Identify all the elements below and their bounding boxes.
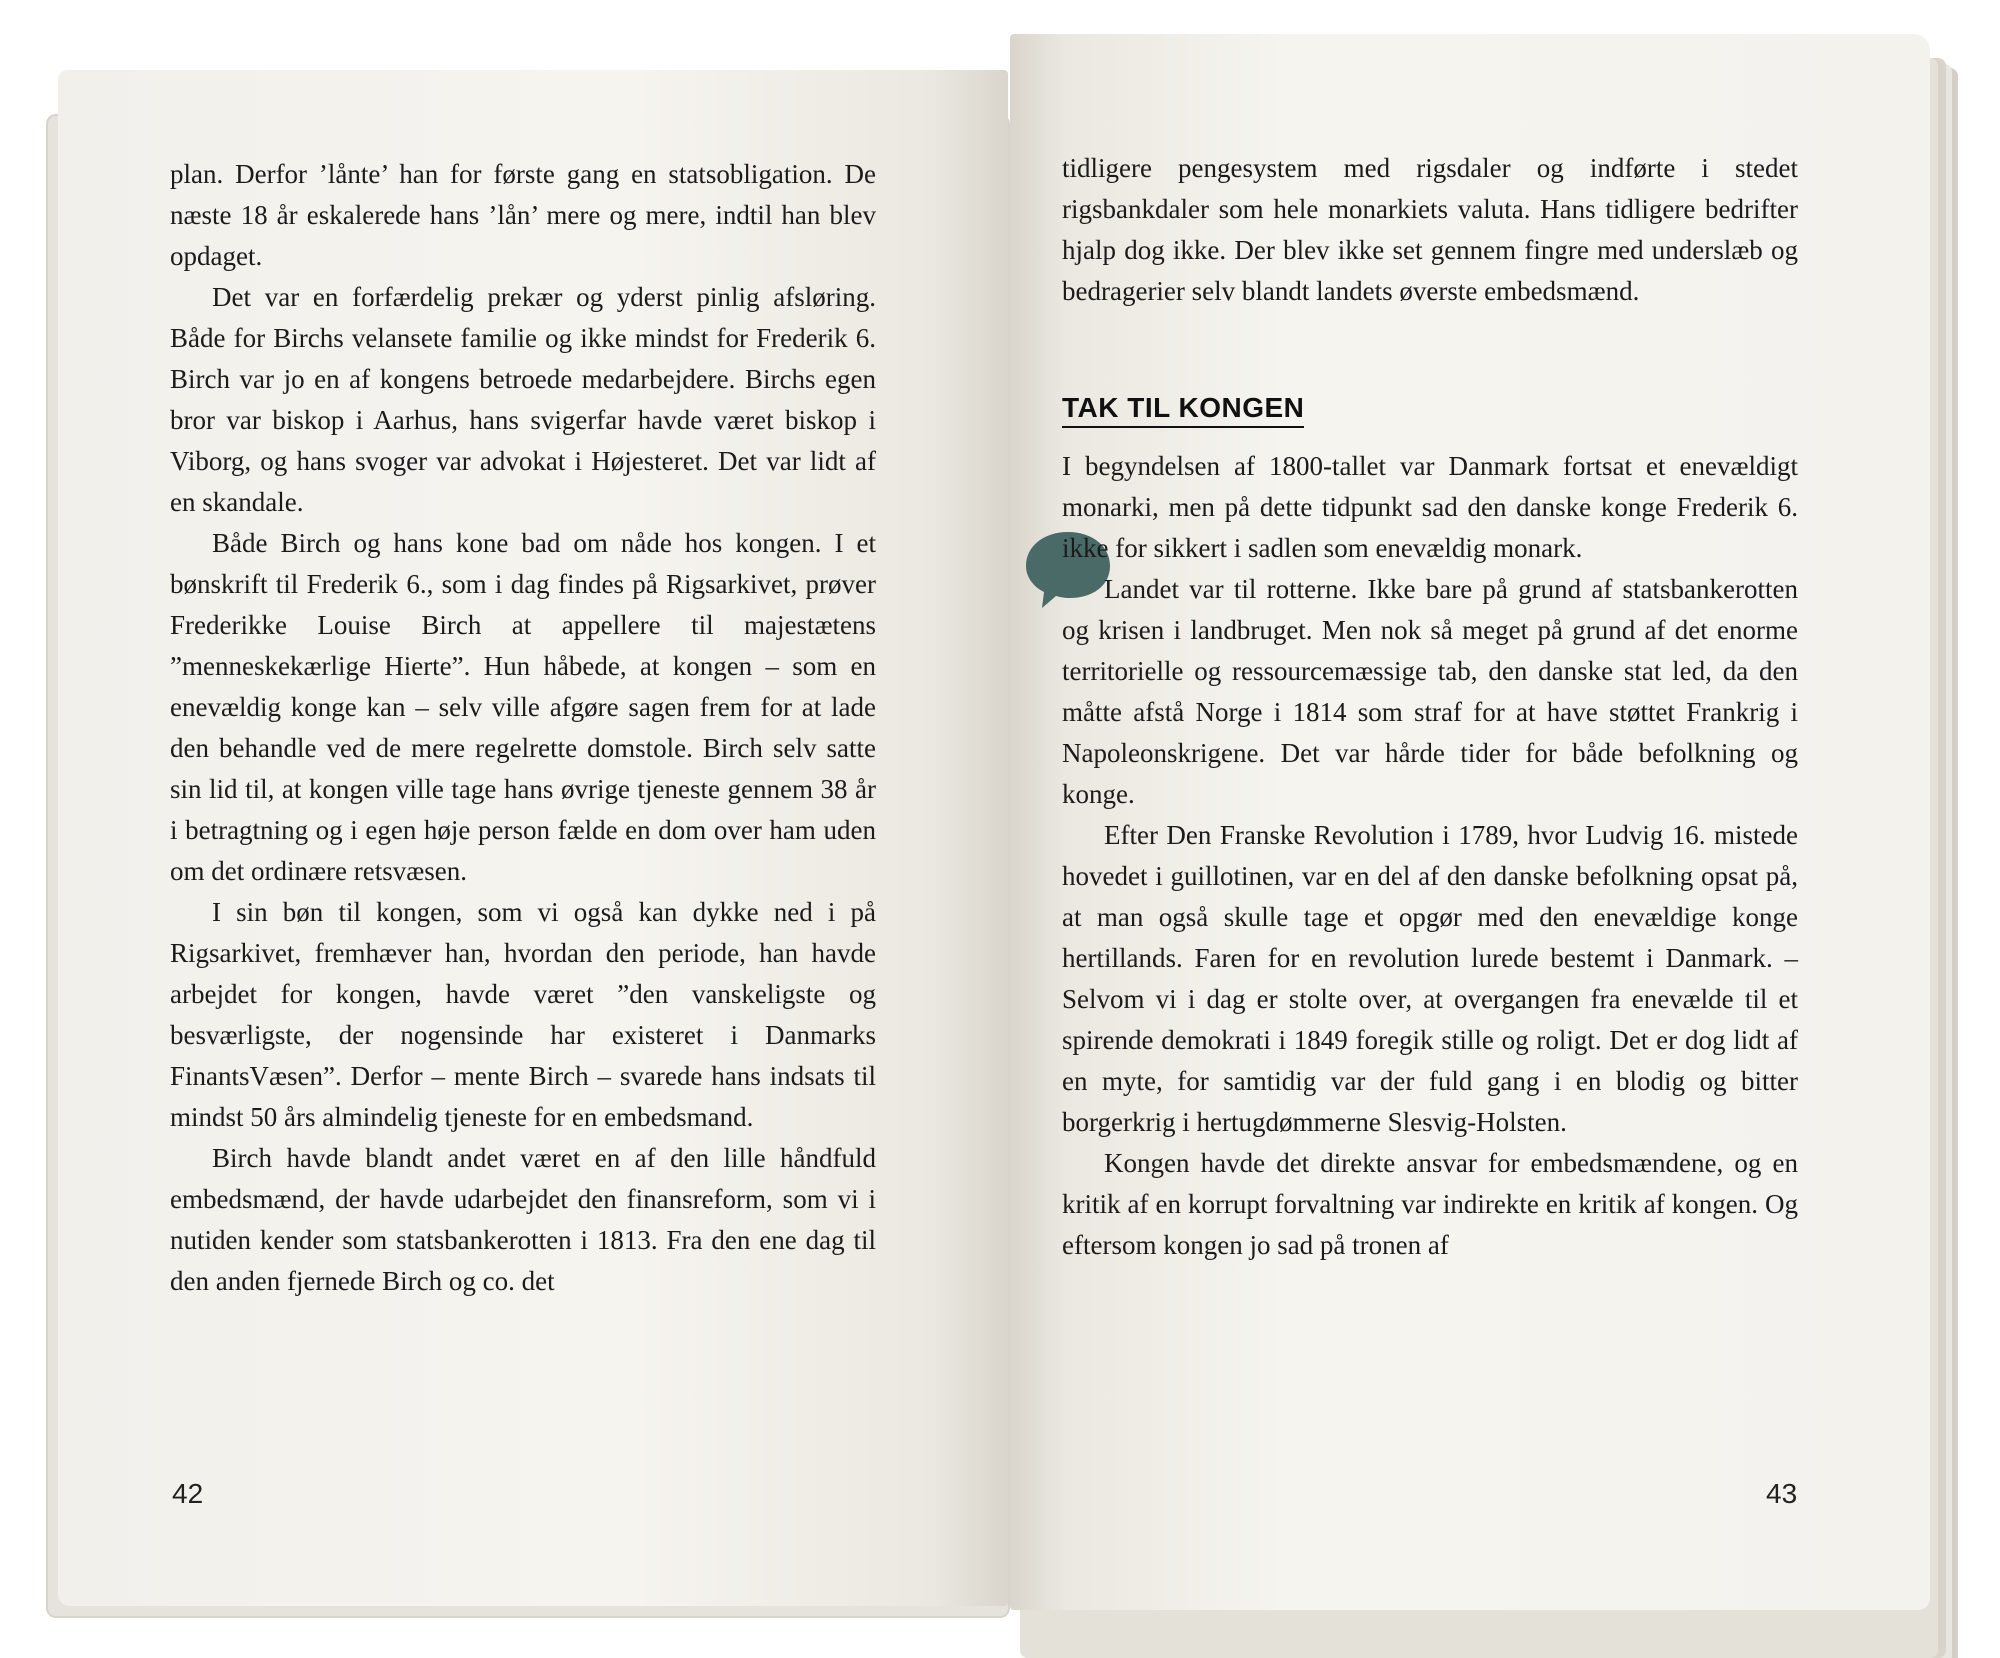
paragraph: I begyndelsen af 1800-tallet var Danmark fortsat et enevældigt monarki, men på dette tidpunkt sad den danske konge Frederik 6. ikke for sikkert i sadlen som enevældig monark. — [1062, 451, 1798, 563]
page-number-right: 43 — [1766, 1478, 1798, 1509]
paragraph: Landet var til rotterne. Ikke bare på grund af statsbankerotten og krisen i landbruget. Men nok så meget på grund af det enorme territorielle og ressourcemæssige tab, den danske stat led, da den måtte afstå Norge i 1814 som straf for at have støttet Frankrig i Napoleonskrigene. Det var hårde tider for både befolkning og konge. — [1062, 574, 1798, 809]
paragraph: Birch havde blandt andet været en af den lille håndfuld embedsmænd, der havde udarbejdet den finansreform, som vi i nutiden kender som statsbankerotten i 1813. Fra den ene dag til den anden fjernede Birch og co. det — [170, 1143, 876, 1296]
left-page-text — [170, 154, 876, 1302]
paragraph: I sin bøn til kongen, som vi også kan dykke ned i på Rigsarkivet, fremhæver han, hvordan den periode, han havde arbejdet for kongen, havde været ”den vanskeligste og besværligste, der nogensinde har existeret i Danmarks FinantsVæsen”. Derfor – mente Birch – svarede hans indsats til mindst 50 års almindelig tjeneste for en embedsmand. — [170, 897, 876, 1132]
right-top-text — [1062, 148, 1798, 312]
page-number-left: 42 — [172, 1478, 204, 1509]
paragraph: Kongen havde det direkte ansvar for embedsmændene, og en kritik af en korrupt forvaltning var indirekte en kritik af kongen. Og eftersom kongen jo sad på tronen af — [1062, 1148, 1798, 1260]
paragraph: plan. Derfor ’lånte’ han for første gang en statsobligation. De næste 18 år eskalerede hans ’lån’ mere og mere, indtil han blev opdaget. — [170, 159, 876, 271]
section-heading: TAK TIL KONGEN — [1062, 392, 1304, 428]
paragraph: Det var en forfærdelig prekær og yderst pinlig afsløring. Både for Birchs velansete familie og ikke mindst for Frederik 6. Birch var jo en af kongens betroede medarbejdere. Birchs egen bror var biskop i Aarhus, hans svigerfar havde været biskop i Viborg, og hans svoger var advokat i Højesteret. Det var lidt af en skandale. — [170, 282, 876, 517]
paragraph: tidligere pengesystem med rigsdaler og indførte i stedet rigsbankdaler som hele monarkiets valuta. Hans tidligere bedrifter hjalp dog ikke. Der blev ikke set gennem fingre med underslæb og bedragerier selv blandt landets øverste embedsmænd. — [1062, 153, 1798, 306]
paragraph: Både Birch og hans kone bad om nåde hos kongen. I et bønskrift til Frederik 6., som i dag findes på Rigsarkivet, prøver Frederikke Louise Birch at appellere til majestætens ”menneskekærlige Hierte”. Hun håbede, at kongen – som en enevældig konge kan – selv ville afgøre sagen frem for at lade den behandle ved de mere regelrette domstole. Birch selv satte sin lid til, at kongen ville tage hans øvrige tjeneste gennem 38 år i betragtning og i egen høje person fælde en dom over ham uden om det ordinære retsvæsen. — [170, 528, 876, 886]
paragraph: Efter Den Franske Revolution i 1789, hvor Ludvig 16. mistede hovedet i guillotinen, var en del af den danske befolkning opsat på, at man også skulle tage et opgør med den enevældige konge hertillands. Faren for en revolution lurede bestemt i Danmark. – Selvom vi i dag er stolte over, at overgangen fra enevælde til et spirende demokrati i 1849 foregik stille og roligt. Det er dog lidt af en myte, for samtidig var der fuld gang i en blodig og bitter borgerkrig i hertugdømmerne Slesvig-Holsten. — [1062, 820, 1798, 1137]
right-page-text — [1062, 446, 1798, 1266]
